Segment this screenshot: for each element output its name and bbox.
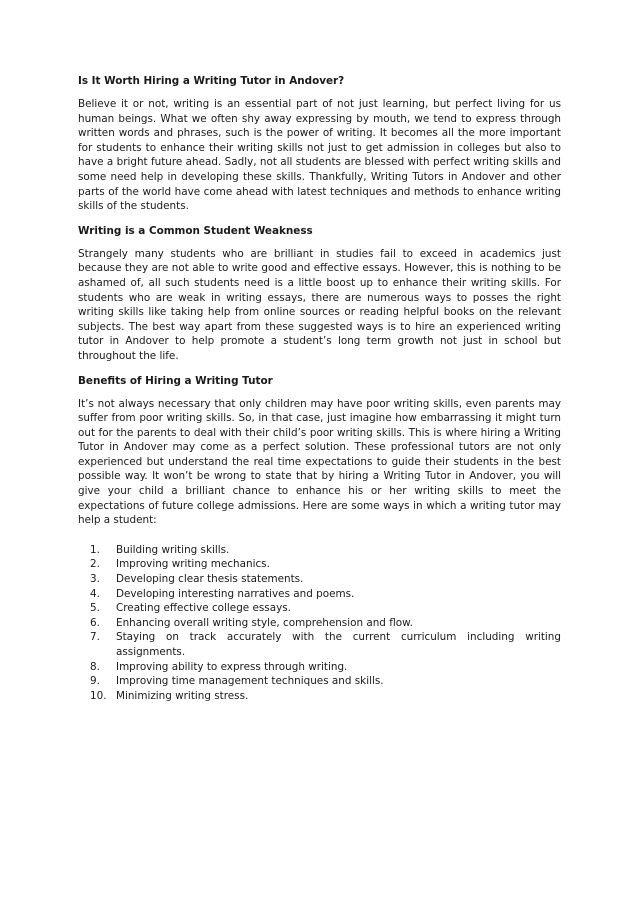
- list-item-text: Enhancing overall writing style, comprehension and flow.: [116, 616, 413, 629]
- ways-list: [78, 543, 561, 704]
- list-item-text: Creating effective college essays.: [116, 602, 291, 615]
- list-item-number: 8.: [90, 660, 100, 673]
- list-item-text: Improving writing mechanics.: [116, 558, 270, 571]
- list-item: [78, 674, 561, 689]
- list-item: [78, 587, 561, 602]
- list-item-number: 6.: [90, 616, 100, 629]
- list-item-text: Developing clear thesis statements.: [116, 573, 304, 586]
- document-page: [78, 74, 561, 703]
- list-item-text: Building writing skills.: [116, 543, 230, 556]
- list-item-number: 2.: [90, 558, 100, 571]
- paragraph-weakness: Strangely many students who are brilliant in studies fail to exceed in academics just because they are not able to write good and effective essays. However, this is nothing to be ashamed of, all such students need is a little boost up to enhance their writing skills. For students who are weak in writing essays, there are numerous ways to posses the right writing skills like taking help from online sources or reading helpful books on the relevant subjects. The best way apart from these suggested ways is to hire an experienced writing tutor in Andover to help promote a student’s long term growth not just in school but throughout the life.: [78, 247, 561, 362]
- list-item-number: 9.: [90, 675, 100, 688]
- list-item-number: 7.: [90, 631, 100, 644]
- list-item-text: Staying on track accurately with the current curriculum including writing assignments.: [116, 631, 561, 658]
- list-item: [78, 630, 561, 659]
- list-item-text: Minimizing writing stress.: [116, 689, 249, 702]
- list-item: [78, 543, 561, 558]
- list-item: [78, 557, 561, 572]
- heading-common-weakness: Writing is a Common Student Weakness: [78, 224, 313, 237]
- list-item-number: 5.: [90, 602, 100, 615]
- list-item: [78, 601, 561, 616]
- list-item-number: 4.: [90, 587, 100, 600]
- paragraph-intro: Believe it or not, writing is an essential part of not just learning, but perfect living for us human beings. What we often shy away expressing by mouth, we tend to express through written words and phrases, such is the power of writing. It becomes all the more important for students to enhance their writing skills not just to get admission in colleges but also to have a bright future ahead. Sadly, not all students are blessed with perfect writing skills and some need help in developing these skills. Thankfully, Writing Tutors in Andover and other parts of the world have come ahead with latest techniques and methods to enhance writing skills of the students.: [78, 98, 561, 213]
- list-item-number: 1.: [90, 543, 100, 556]
- list-item-text: Developing interesting narratives and poems.: [116, 587, 355, 600]
- list-item-number: 3.: [90, 573, 100, 586]
- list-item: [78, 689, 561, 704]
- list-item: [78, 572, 561, 587]
- list-item: [78, 660, 561, 675]
- list-item-text: Improving ability to express through writing.: [116, 660, 348, 673]
- list-item: [78, 616, 561, 631]
- section-intro: [78, 74, 561, 214]
- section-benefits: [78, 374, 561, 528]
- heading-worth-hiring: Is It Worth Hiring a Writing Tutor in Andover?: [78, 75, 345, 87]
- heading-benefits: Benefits of Hiring a Writing Tutor: [78, 374, 273, 387]
- list-item-text: Improving time management techniques and skills.: [116, 675, 384, 688]
- paragraph-benefits: It’s not always necessary that only children may have poor writing skills, even parents may suffer from poor writing skills. So, in that case, just imagine how embarrassing it might turn out for the parents to deal with their child’s poor writing skills. This is where hiring a Writing Tutor in Andover may come as a perfect solution. These professional tutors are not only experienced but understand the real time expectations to guide their students in the best possible way. It won’t be wrong to state that by hiring a Writing Tutor in Andover, you will give your child a brilliant chance to enhance his or her writing skills to meet the expectations of future college admissions. Here are some ways in which a writing tutor may help a student:: [78, 397, 561, 527]
- list-item-number: 10.: [90, 689, 107, 702]
- section-weakness: [78, 224, 561, 364]
